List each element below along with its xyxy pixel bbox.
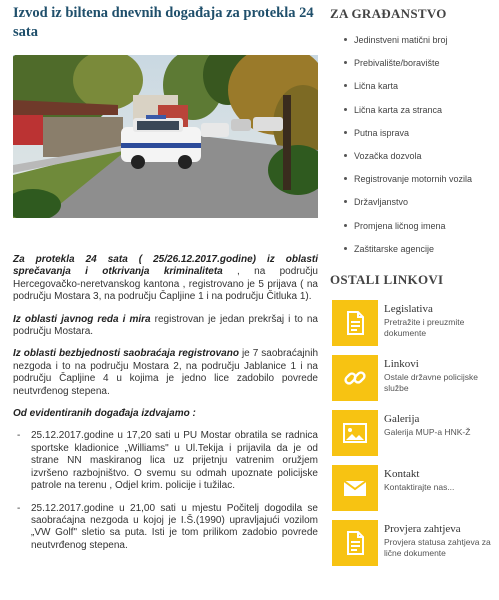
link-jmbg[interactable]: Jedinstveni matični broj [342, 33, 492, 56]
link-id-card[interactable]: Lična karta [342, 79, 492, 102]
police-car-photo [13, 55, 318, 218]
event-item-2: - 25.12.2017.godine u 21,00 sati u mjestu Počitelj dogodila se saobraćajna nezgoda u kojoj je I.Š.(1990) upravljajući vozilom „VW Golf" sletio sa puta. Isti je tom prilikom zadobio povrede neutvrđenog stepena. [17, 502, 318, 551]
picture-icon [332, 410, 378, 456]
link-passport[interactable]: Putna isprava [342, 126, 492, 149]
link-residence[interactable]: Prebivalište/boravište [342, 56, 492, 79]
link-name-change[interactable]: Promjena ličnog imena [342, 219, 492, 242]
sidebar-heading-citizens: ZA GRAĐANSTVO [330, 6, 447, 21]
card-links[interactable]: Linkovi Ostale državne policijske službe [332, 355, 490, 405]
paragraph-traffic: Iz oblasti bezbjednosti saobraćaja registrovano je 7 saobraćajnih nezgoda i to na području Mostara 2, na području Jablanice 1 i na području Čapljine 4 u kojima je jedno lice zadobilo povrede neutvrđenog stepena. [13, 348, 318, 397]
link-security-agencies[interactable]: Zaštitarske agencije [342, 242, 492, 265]
paragraph-public-order: Iz oblasti javnog reda i mira registrovan je jedan prekršaj i to na području Mostara. [13, 313, 318, 338]
article-photo [13, 55, 318, 218]
citizen-links-list [342, 33, 492, 265]
event-item-1: - 25.12.2017.godine u 17,20 sati u PU Mostar obratila se radnica sportske kladionice „Williams" u Ul.Tekija i prijavila da je od strane NN maskiranog lica uz prijetnju vatrenim oružjem izvršeno razbojništvo. O svemu su odmah upoznate policijske patrole na terenu , Odjel krim. policije i tužilac. [17, 430, 318, 492]
card-legislation[interactable]: Legislativa Pretražite i preuzmite dokumente [332, 300, 490, 350]
link-drivers-license[interactable]: Vozačka dozvola [342, 149, 492, 172]
envelope-icon [332, 465, 378, 511]
link-vehicle-registration[interactable]: Registrovanje motornih vozila [342, 172, 492, 195]
article-body [13, 254, 318, 562]
document-icon [332, 300, 378, 346]
card-request-check[interactable]: Provjera zahtjeva Provjera statusa zahtjeva za lične dokumente [332, 520, 490, 570]
card-gallery[interactable]: Galerija Galerija MUP-a HNK-Ž [332, 410, 490, 460]
paragraph-crime: Za protekla 24 sata ( 25/26.12.2017.godine) iz oblasti sprečavanja i otkrivanja kriminaliteta , na području Hercegovačko-neretvanskog kantona , registrovano je 5 prijava ( na području Mostara 3, na području Čapljine 1 i na području Čitluka 1). [13, 254, 318, 303]
link-foreigner-id[interactable]: Lična karta za stranca [342, 103, 492, 126]
paragraph-highlights: Od evidentiranih događaja izdvajamo : [13, 408, 196, 420]
document-check-icon [332, 520, 378, 566]
page-title: Izvod iz biltena dnevnih događaja za protekla 24 sata [13, 5, 314, 40]
card-contact[interactable]: Kontakt Kontaktirajte nas... [332, 465, 490, 515]
sidebar-heading-other-links: OSTALI LINKOVI [330, 272, 444, 287]
chain-link-icon [332, 355, 378, 401]
link-citizenship[interactable]: Državljanstvo [342, 195, 492, 218]
main-content [13, 0, 318, 42]
